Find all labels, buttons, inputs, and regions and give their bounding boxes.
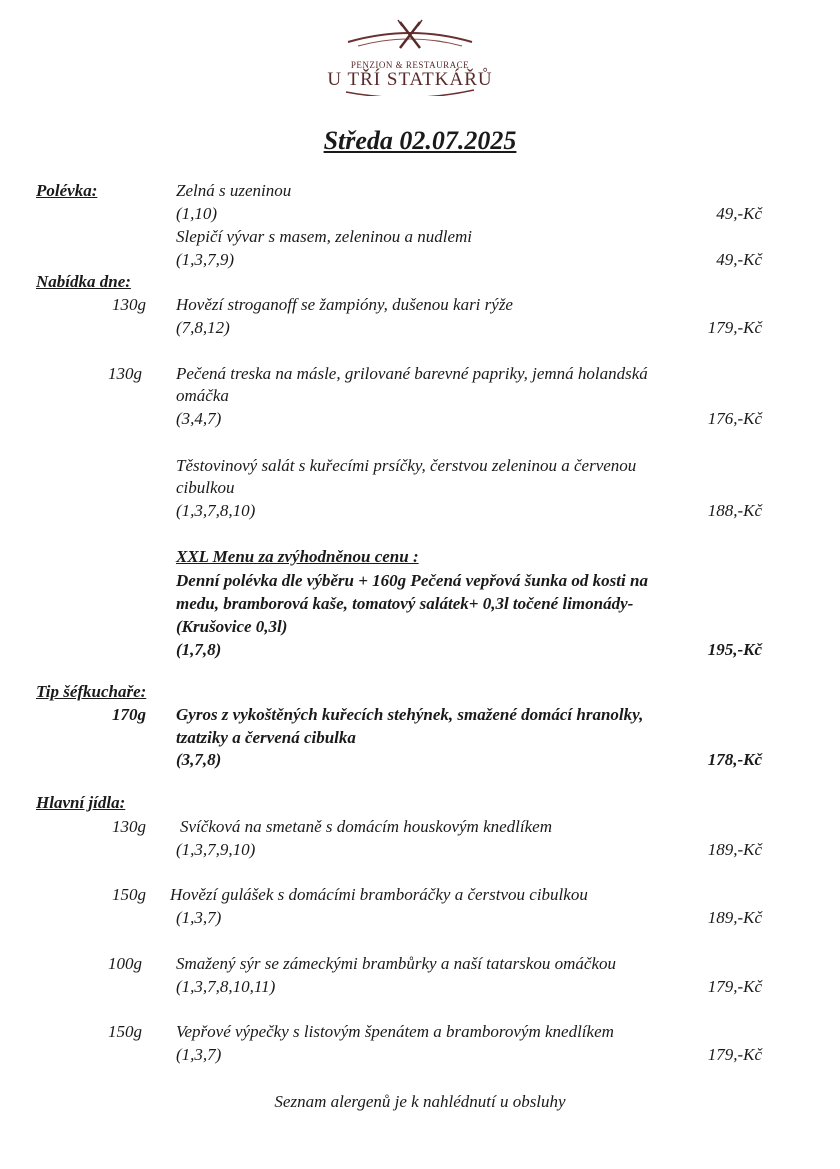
main-1-allergens: (1,3,7,9,10)	[176, 840, 256, 859]
daily-3-allergens: (1,3,7,8,10)	[176, 501, 256, 520]
daily-3-price: 188,-Kč	[707, 501, 762, 520]
section-daily: Nabídka dne:	[36, 272, 131, 291]
daily-1-name: Hovězí stroganoff se žampióny, dušenou kari rýže	[176, 295, 513, 314]
main-4-price: 179,-Kč	[707, 1045, 762, 1064]
daily-1-allergens: (7,8,12)	[176, 318, 230, 337]
main-3-name: Smažený sýr se zámeckými brambůrky a naší tatarskou omáčkou	[176, 954, 617, 973]
soup-2-allergens: (1,3,7,9)	[176, 250, 235, 269]
page-title: Středa 02.07.2025	[323, 126, 517, 155]
chef-price: 178,-Kč	[707, 750, 762, 769]
soup-2-price: 49,-Kč	[716, 250, 762, 269]
chef-line1: Gyros z vykoštěných kuřecích stehýnek, smažené domácí hranolky,	[176, 705, 644, 724]
daily-2-allergens: (3,4,7)	[176, 409, 222, 428]
xxl-heading: XXL Menu za zvýhodněnou cenu :	[176, 547, 419, 566]
main-4-allergens: (1,3,7)	[176, 1045, 222, 1064]
main-2-weight: 150g	[112, 885, 146, 904]
main-2-allergens: (1,3,7)	[176, 908, 222, 927]
section-chef: Tip šéfkuchaře:	[36, 682, 147, 701]
xxl-price: 195,-Kč	[707, 640, 762, 659]
xxl-line1: Denní polévka dle výběru + 160g Pečená vepřová šunka od kosti na	[176, 571, 648, 590]
daily-2-price: 176,-Kč	[707, 409, 762, 428]
chef-allergens: (3,7,8)	[176, 750, 222, 769]
soup-1-price: 49,-Kč	[716, 204, 762, 223]
main-3-allergens: (1,3,7,8,10,11)	[176, 977, 276, 996]
xxl-line3: (Krušovice 0,3l)	[176, 617, 288, 636]
xxl-line2: medu, bramborová kaše, tomatový salátek+ 0,3l točené limonády-	[176, 594, 634, 613]
chef-weight: 170g	[112, 705, 146, 724]
main-1-name: Svíčková na smetaně s domácím houskovým knedlíkem	[180, 817, 552, 836]
daily-3-name-line2: cibulkou	[176, 478, 235, 497]
chef-line2: tzatziky a červená cibulka	[176, 728, 356, 747]
main-1-weight: 130g	[112, 817, 146, 836]
main-4-weight: 150g	[108, 1022, 142, 1041]
daily-2-name-line2: omáčka	[176, 386, 229, 405]
main-2-name: Hovězí gulášek s domácími bramboráčky a čerstvou cibulkou	[170, 885, 588, 904]
logo-subtitle: PENZION & RESTAURACE	[350, 60, 470, 70]
daily-1-weight: 130g	[112, 295, 146, 314]
soup-1-allergens: (1,10)	[176, 204, 218, 223]
section-soup: Polévka:	[36, 181, 98, 200]
main-2-price: 189,-Kč	[707, 908, 762, 927]
section-mains: Hlavní jídla:	[36, 793, 126, 812]
main-1-price: 189,-Kč	[707, 840, 762, 859]
logo-name: U TŘÍ STATKÁŘŮ	[327, 69, 493, 90]
xxl-allergens: (1,7,8)	[176, 640, 222, 659]
restaurant-logo	[318, 18, 502, 96]
daily-3-name-line1: Těstovinový salát s kuřecími prsíčky, čerstvou zeleninou a červenou	[176, 456, 637, 475]
soup-1-name: Zelná s uzeninou	[176, 181, 292, 200]
daily-2-name-line1: Pečená treska na másle, grilované barevné papriky, jemná holandská	[176, 364, 648, 383]
main-4-name: Vepřové výpečky s listovým špenátem a bramborovým knedlíkem	[176, 1022, 614, 1041]
main-3-weight: 100g	[108, 954, 142, 973]
soup-2-name: Slepičí vývar s masem, zeleninou a nudlemi	[176, 227, 473, 246]
allergen-note: Seznam alergenů je k nahlédnutí u obsluhy	[274, 1092, 566, 1111]
daily-1-price: 179,-Kč	[707, 318, 762, 337]
daily-2-weight: 130g	[108, 364, 142, 383]
main-3-price: 179,-Kč	[707, 977, 762, 996]
